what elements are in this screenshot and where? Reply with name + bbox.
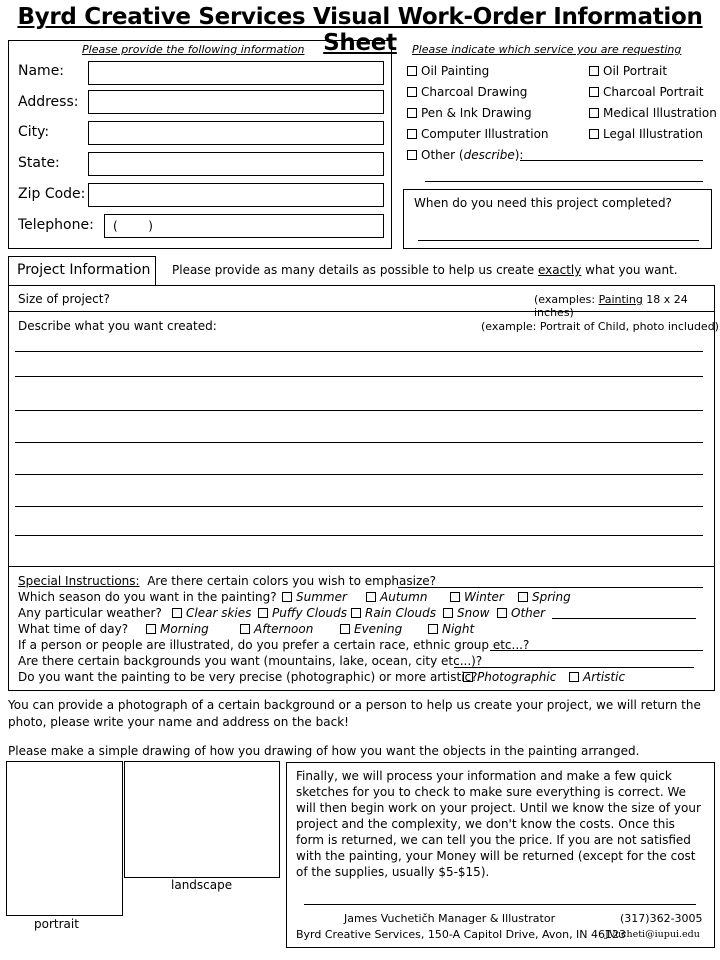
checkbox[interactable] [407, 129, 417, 139]
zip-field[interactable] [88, 183, 384, 207]
weather-question: Any particular weather? [18, 606, 162, 620]
season-winter[interactable]: Winter [450, 590, 504, 604]
checkbox[interactable] [463, 672, 473, 682]
size-example: (examples: Painting 18 x 24 inches) [534, 293, 688, 319]
describe-line[interactable] [15, 376, 703, 377]
background-line[interactable] [454, 667, 694, 668]
name-label: Name: [18, 63, 65, 79]
completion-question: When do you need this project completed? [414, 196, 672, 210]
time-afternoon[interactable]: Afternoon [240, 622, 313, 636]
checkbox[interactable] [589, 108, 599, 118]
checkbox[interactable] [351, 608, 361, 618]
footer-email: JVucheti@iupui.edu [605, 929, 700, 940]
time-question: What time of day? [18, 622, 129, 636]
other-line-2[interactable] [425, 181, 703, 182]
person-question: If a person or people are illustrated, do you prefer a certain race, ethnic group etc...? [18, 638, 530, 652]
portrait-drawing-box[interactable] [6, 761, 123, 916]
footer-address: Byrd Creative Services, 150-A Capitol Drive, Avon, IN 46123 [296, 928, 627, 941]
portrait-label: portrait [34, 917, 79, 931]
style-photographic[interactable]: Photographic [463, 670, 556, 684]
form-title: Byrd Creative Services Visual Work-Order Information Sheet [17, 4, 703, 56]
checkbox[interactable] [589, 129, 599, 139]
colors-row: Special Instructions: Are there certain colors you wish to emphasize? [18, 574, 437, 588]
checkbox[interactable] [340, 624, 350, 634]
city-field[interactable] [88, 121, 384, 145]
size-label: Size of project? [18, 292, 110, 306]
service-medical-illustration[interactable]: Medical Illustration [589, 106, 717, 120]
checkbox[interactable] [589, 66, 599, 76]
footer-phone: (317)362-3005 [620, 912, 703, 925]
checkbox[interactable] [146, 624, 156, 634]
city-label: City: [18, 124, 50, 140]
describe-line[interactable] [15, 535, 703, 536]
checkbox[interactable] [172, 608, 182, 618]
person-line[interactable] [490, 650, 703, 651]
service-computer-illustration[interactable]: Computer Illustration [407, 127, 549, 141]
checkbox[interactable] [497, 608, 507, 618]
service-charcoal-drawing[interactable]: Charcoal Drawing [407, 85, 527, 99]
services-heading: Please indicate which service you are requesting [412, 43, 682, 56]
drawing-note: Please make a simple drawing of how you drawing of how you want the objects in the painting arranged. [8, 744, 640, 758]
project-intro: Please provide as many details as possible to help us create exactly what you want. [172, 263, 678, 277]
service-oil-painting[interactable]: Oil Painting [407, 64, 489, 78]
describe-line[interactable] [15, 474, 703, 475]
checkbox[interactable] [589, 87, 599, 97]
season-autumn[interactable]: Autumn [366, 590, 427, 604]
project-info-label: Project Information [17, 262, 151, 278]
other-line[interactable] [520, 160, 703, 161]
checkbox[interactable] [407, 150, 417, 160]
describe-label: Describe what you want created: [18, 319, 217, 333]
checkbox[interactable] [366, 592, 376, 602]
background-question: Are there certain backgrounds you want (mountains, lake, ocean, city etc...)? [18, 654, 483, 668]
zip-label: Zip Code: [18, 186, 86, 202]
style-artistic[interactable]: Artistic [569, 670, 625, 684]
weather-puffy-clouds[interactable]: Puffy Clouds [258, 606, 347, 620]
state-field[interactable] [88, 152, 384, 176]
telephone-label: Telephone: [18, 217, 94, 233]
checkbox[interactable] [428, 624, 438, 634]
checkbox[interactable] [518, 592, 528, 602]
service-charcoal-portrait[interactable]: Charcoal Portrait [589, 85, 704, 99]
landscape-drawing-box[interactable] [124, 761, 280, 878]
checkbox[interactable] [407, 66, 417, 76]
service-other[interactable]: Other (describe): [407, 148, 523, 162]
weather-other-line[interactable] [552, 618, 696, 619]
describe-line[interactable] [15, 442, 703, 443]
weather-other[interactable]: Other [497, 606, 545, 620]
precise-question: Do you want the painting to be very precise (photographic) or more artistic? [18, 670, 478, 684]
checkbox[interactable] [282, 592, 292, 602]
describe-line[interactable] [15, 506, 703, 507]
service-pen-ink-drawing[interactable]: Pen & Ink Drawing [407, 106, 532, 120]
photo-note: You can provide a photograph of a certain background or a person to help us create your project, we will return the photo, please write your name and address on the back! [8, 698, 701, 729]
telephone-field[interactable]: ( ) [104, 214, 384, 238]
service-oil-portrait[interactable]: Oil Portrait [589, 64, 667, 78]
checkbox[interactable] [407, 87, 417, 97]
address-field[interactable] [88, 90, 384, 114]
season-summer[interactable]: Summer [282, 590, 347, 604]
name-field[interactable] [88, 61, 384, 85]
address-label: Address: [18, 94, 79, 110]
completion-line[interactable] [418, 240, 699, 241]
checkbox[interactable] [443, 608, 453, 618]
checkbox[interactable] [450, 592, 460, 602]
checkbox[interactable] [569, 672, 579, 682]
state-label: State: [18, 155, 60, 171]
landscape-label: landscape [171, 878, 233, 892]
weather-rain-clouds[interactable]: Rain Clouds [351, 606, 436, 620]
checkbox[interactable] [407, 108, 417, 118]
checkbox[interactable] [240, 624, 250, 634]
describe-example: (example: Portrait of Child, photo included) [481, 320, 719, 333]
season-question: Which season do you want in the painting? [18, 590, 277, 604]
contact-heading: Please provide the following information [82, 43, 305, 56]
season-spring[interactable]: Spring [518, 590, 571, 604]
weather-snow[interactable]: Snow [443, 606, 489, 620]
service-legal-illustration[interactable]: Legal Illustration [589, 127, 703, 141]
time-evening[interactable]: Evening [340, 622, 402, 636]
finally-text: Finally, we will process your information and make a few quick sketches for you to check to make sure everything is correct. We will then begin work on your project. Until we know the size of your project and the complexity, we don't know the costs. Once this form is returned, we can tell you the price. If you are not satisfied with the painting, your Money will be returned (except for the cost of the supplies, usually $5-$15). [296, 769, 701, 879]
weather-clear-skies[interactable]: Clear skies [172, 606, 251, 620]
time-morning[interactable]: Morning [146, 622, 209, 636]
describe-line[interactable] [15, 410, 703, 411]
checkbox[interactable] [258, 608, 268, 618]
signature-line[interactable] [304, 904, 696, 905]
describe-line[interactable] [15, 351, 703, 352]
time-night[interactable]: Night [428, 622, 474, 636]
colors-line[interactable] [398, 587, 703, 588]
describe-box [8, 311, 715, 567]
footer-name: James Vuchetičh Manager & Illustrator [344, 912, 556, 925]
